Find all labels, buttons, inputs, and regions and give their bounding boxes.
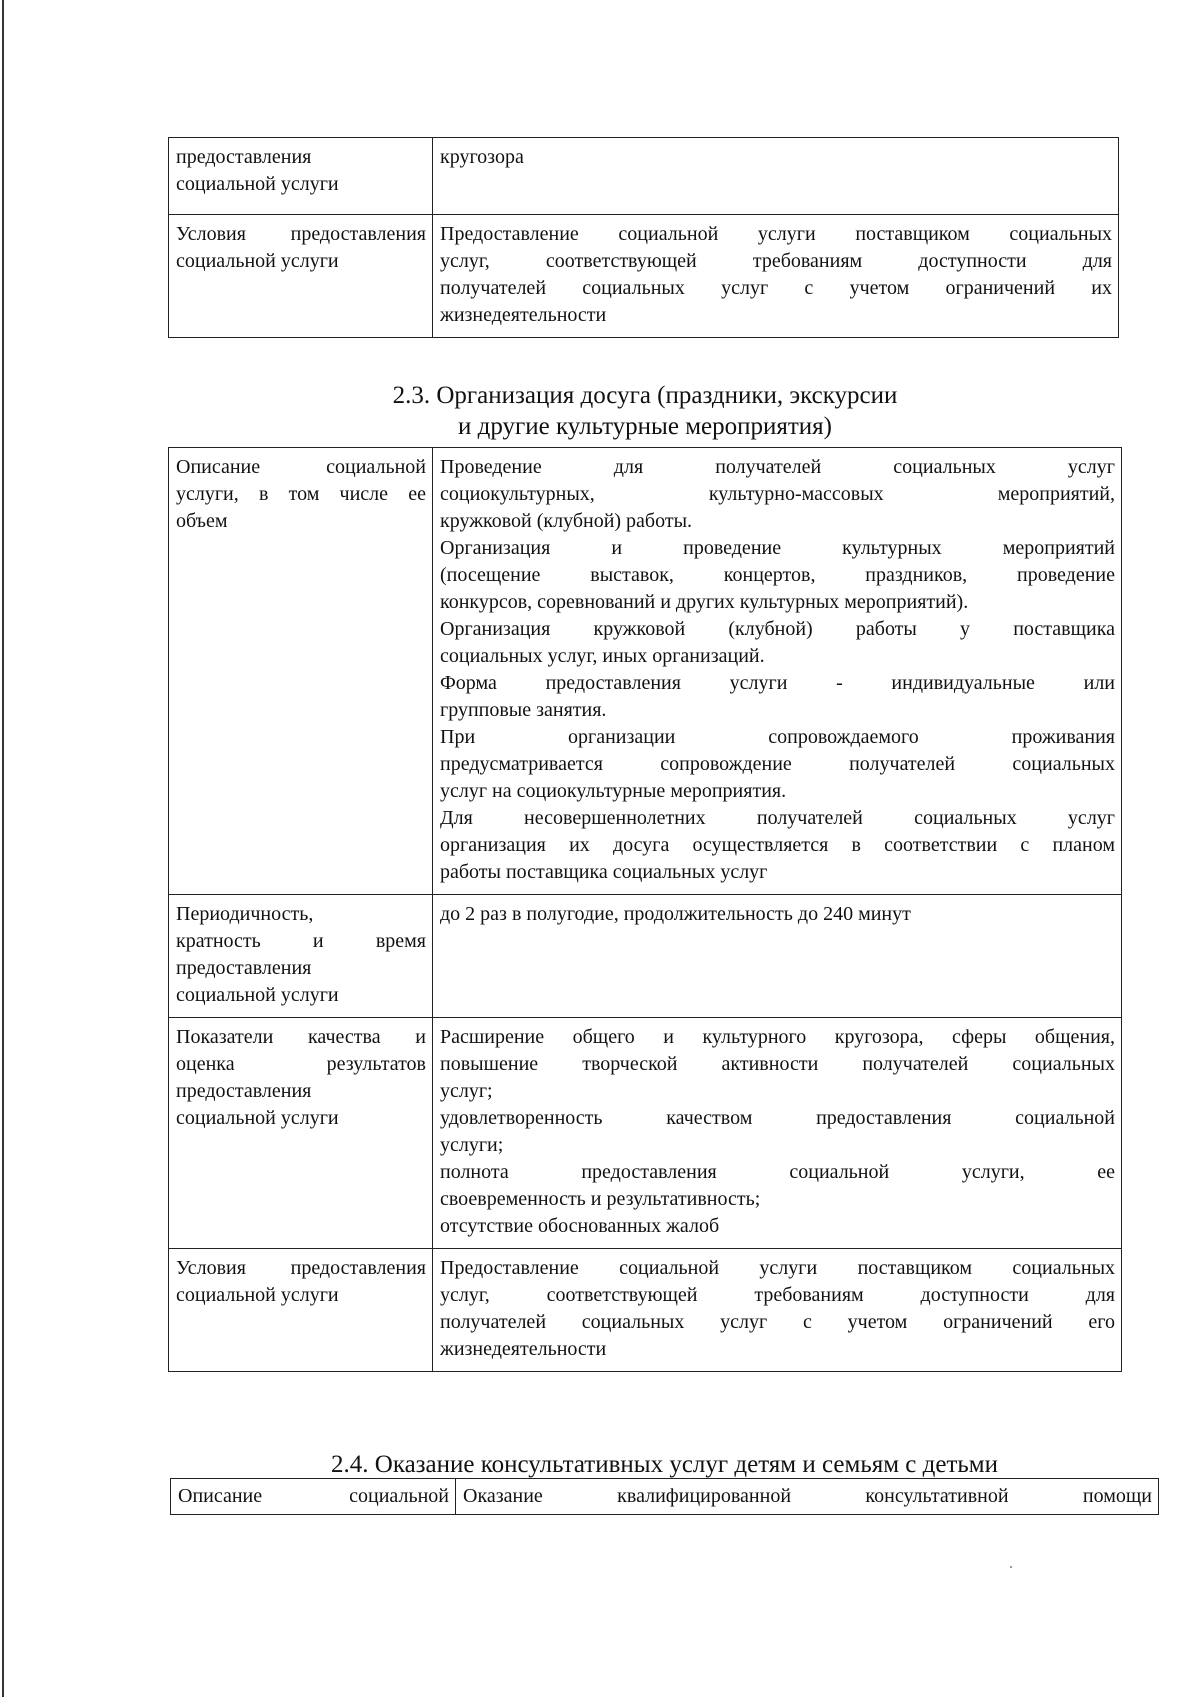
text-line: Расширение общего и культурного кругозора, сферы общения, bbox=[440, 1026, 1115, 1048]
table-row bbox=[171, 1479, 1159, 1515]
text-line: Описание социальной bbox=[178, 1485, 449, 1507]
text-line: предусматривается сопровождение получателей социальных bbox=[440, 753, 1115, 775]
text-line: Оказание квалифицированной консультативной помощи bbox=[463, 1485, 1152, 1507]
text-line: социальной услуги bbox=[176, 250, 339, 272]
row-value-cell bbox=[433, 895, 1122, 1018]
text-line: предоставления bbox=[176, 1080, 312, 1102]
table-row bbox=[169, 1249, 1122, 1372]
text-line: предоставления bbox=[176, 957, 312, 979]
table-row bbox=[169, 1018, 1122, 1249]
heading-line: 2.3. Организация досуга (праздники, экскурсии bbox=[392, 382, 898, 409]
text-line: услуг, соответствующей требованиям доступности для bbox=[440, 1284, 1115, 1306]
row-value-cell bbox=[456, 1479, 1159, 1515]
services-table-2-3 bbox=[168, 447, 1122, 1372]
text-line: Организация кружковой (клубной) работы у поставщика bbox=[440, 618, 1115, 640]
text-line: Описание социальной bbox=[176, 456, 426, 478]
text-line: услуги; bbox=[440, 1134, 504, 1156]
row-value-cell bbox=[433, 1249, 1122, 1372]
text-line: кругозора bbox=[440, 146, 524, 168]
text-line: социокультурных, культурно-массовых мероприятий, bbox=[440, 483, 1115, 505]
row-value-cell bbox=[433, 215, 1119, 338]
heading-line: 2.4. Оказание консультативных услуг детям и семьям с детьми bbox=[331, 1451, 998, 1478]
row-label-cell bbox=[171, 1479, 456, 1515]
text-line: оценка результатов bbox=[176, 1053, 426, 1075]
text-line: работы поставщика социальных услуг bbox=[440, 861, 768, 883]
text-line: социальной услуги bbox=[176, 1107, 339, 1129]
text-line: до 2 раз в полугодие, продолжительность до 240 минут bbox=[440, 903, 911, 925]
text-line: Проведение для получателей социальных услуг bbox=[440, 456, 1115, 478]
text-line: жизнедеятельности bbox=[440, 1338, 607, 1360]
row-value-cell bbox=[433, 1018, 1122, 1249]
text-line: Для несовершеннолетних получателей социальных услуг bbox=[440, 807, 1115, 829]
scan-edge-line bbox=[2, 0, 4, 1697]
text-line: Предоставление социальной услуги поставщиком социальных bbox=[440, 1257, 1115, 1279]
text-line: социальной услуги bbox=[176, 1284, 339, 1306]
text-line: отсутствие обоснованных жалоб bbox=[440, 1215, 720, 1237]
text-line: объем bbox=[176, 510, 228, 532]
text-line: услуг на социокультурные мероприятия. bbox=[440, 780, 787, 802]
text-line: социальной услуги bbox=[176, 984, 339, 1006]
text-line: Условия предоставления bbox=[176, 223, 426, 245]
text-line: При организации сопровождаемого проживания bbox=[440, 726, 1115, 748]
services-table-continued bbox=[168, 137, 1119, 338]
text-line: Форма предоставления услуги - индивидуальные или bbox=[440, 672, 1115, 694]
text-line: услуг; bbox=[440, 1080, 493, 1102]
text-line: услуг, соответствующей требованиям доступности для bbox=[440, 250, 1112, 272]
table-row bbox=[169, 448, 1122, 895]
text-line: Периодичность, bbox=[176, 903, 314, 925]
row-label-cell bbox=[169, 215, 433, 338]
text-line: групповые занятия. bbox=[440, 699, 607, 721]
table-row bbox=[169, 895, 1122, 1018]
text-line: Организация и проведение культурных мероприятий bbox=[440, 537, 1115, 559]
text-line: повышение творческой активности получателей социальных bbox=[440, 1053, 1115, 1075]
heading-line: и другие культурные мероприятия) bbox=[457, 413, 833, 440]
table-row bbox=[169, 138, 1119, 215]
text-line: Показатели качества и bbox=[176, 1026, 426, 1048]
row-value-cell bbox=[433, 448, 1122, 895]
row-label-cell bbox=[169, 1018, 433, 1249]
text-line: полнота предоставления социальной услуги, ее bbox=[440, 1161, 1115, 1183]
text-line: получателей социальных услуг с учетом ограничений их bbox=[440, 277, 1112, 299]
text-line: получателей социальных услуг с учетом ограничений его bbox=[440, 1311, 1115, 1333]
text-line: организация их досуга осуществляется в соответствии с планом bbox=[440, 834, 1115, 856]
row-label-cell bbox=[169, 448, 433, 895]
text-line: (посещение выставок, концертов, праздников, проведение bbox=[440, 564, 1115, 586]
text-line: своевременность и результативность; bbox=[440, 1188, 761, 1210]
text-line: услуги, в том числе ее bbox=[176, 483, 426, 505]
text-line: кратность и время bbox=[176, 930, 426, 952]
text-line: предоставления bbox=[176, 146, 312, 168]
text-line: социальной услуги bbox=[176, 173, 339, 195]
row-label-cell bbox=[169, 1249, 433, 1372]
table-row bbox=[169, 215, 1119, 338]
row-value-cell bbox=[433, 138, 1119, 215]
row-label-cell bbox=[169, 138, 433, 215]
scan-speck bbox=[1010, 1566, 1012, 1568]
section-heading-2-4 bbox=[170, 1449, 1159, 1480]
services-table-2-4 bbox=[170, 1478, 1159, 1515]
text-line: кружковой (клубной) работы. bbox=[440, 510, 693, 532]
text-line: Условия предоставления bbox=[176, 1257, 426, 1279]
text-line: Предоставление социальной услуги поставщиком социальных bbox=[440, 223, 1112, 245]
text-line: удовлетворенность качеством предоставления социальной bbox=[440, 1107, 1115, 1129]
text-line: социальных услуг, иных организаций. bbox=[440, 645, 765, 667]
text-line: жизнедеятельности bbox=[440, 304, 607, 326]
row-label-cell bbox=[169, 895, 433, 1018]
text-line: конкурсов, соревнований и других культурных мероприятий). bbox=[440, 591, 969, 613]
section-heading-2-3 bbox=[168, 380, 1122, 442]
